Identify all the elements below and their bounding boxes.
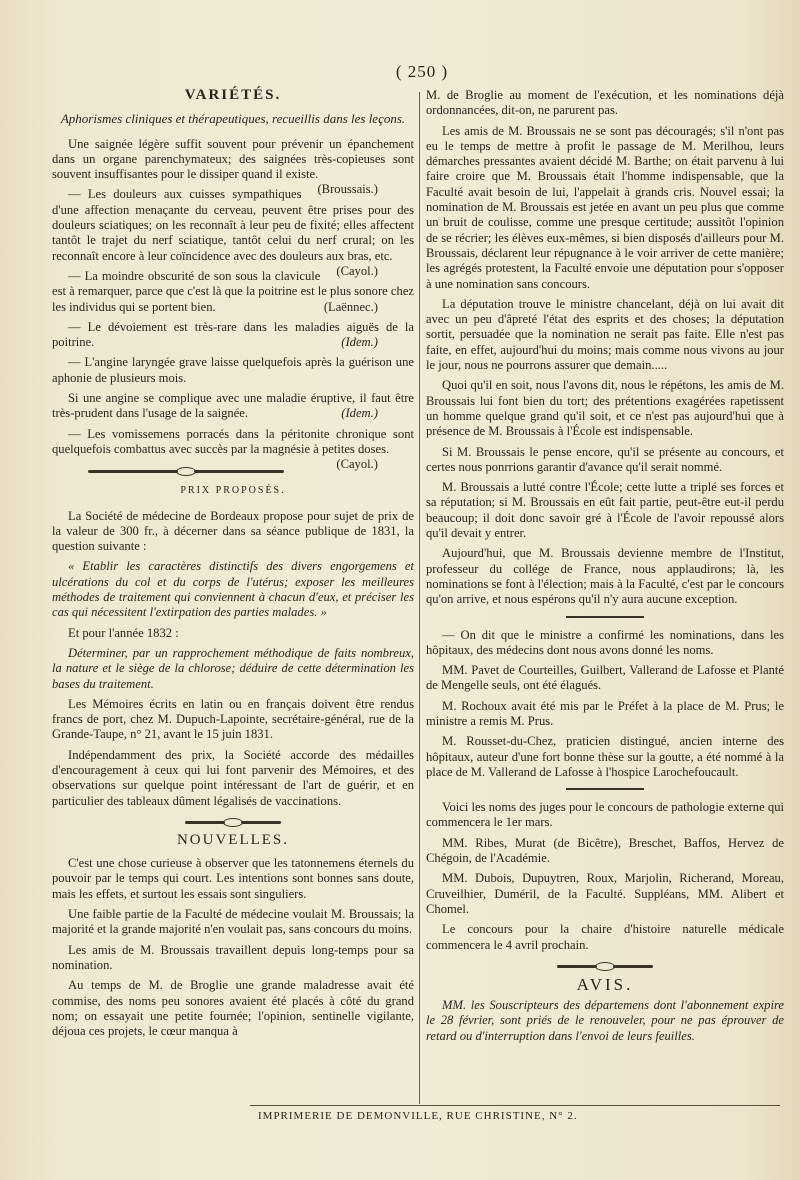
ornament-divider	[426, 959, 784, 969]
prix-question: Déterminer, par un rapprochement méthodique de faits nombreux, la nature et le siège de la chlorose; déduire de cette détermination les bases du traitement.	[52, 645, 414, 691]
avis-title: AVIS.	[576, 974, 634, 994]
aphorisme-paragraph: Si une angine se complique avec une maladie éruptive, il faut être très-prudent dans l'usage de la saignée. (Idem.)	[52, 391, 414, 421]
citation: (Idem.)	[341, 406, 378, 421]
aphorisme-paragraph: — Le dévoiement est très-rare dans les maladies aiguës de la poitrine. (Idem.)	[52, 319, 414, 350]
prix-paragraph: Et pour l'année 1832 :	[68, 625, 179, 640]
nouvelles-paragraph: Les amis de M. Broussais ne se sont pas découragés; s'il n'ont pas eu le temps de mettre à profit le passage de M. Merilhou, leurs démarches pressantes avaient décidé M. Barthe; on était parvenu à lui faire croire que M. Broussais était l'homme indispensable, que la Faculté avait besoin de lui, l'appelait à grands cris. Nouvel essai; la nomination de M. Broussais est jetée en avant un peu plus que comme un bruit de coulisse, comme une presque certitude; aussitôt l'opinion de se récrier; les élèves eux-mêmes, si bien disposés d'ailleurs pour M. Broussais, déclarent leur répugnance à le voir arriver de cette manière; les agrégés protestent, la Faculté envoie une députation pour s'opposer à une nomination sans concours.	[426, 123, 784, 291]
juges-paragraph: Voici les noms des juges pour le concours de pathologie externe qui commencera le 1er mars.	[426, 800, 784, 830]
aphorisme-paragraph: — La moindre obscurité de son sous la clavicule est à remarquer, parce que c'est là que la poitrine est le plus sonore chez les individus qui se portent bien. (Laënnec.)	[52, 268, 414, 314]
nouvelles-paragraph: La députation trouve le ministre chancelant, déjà on lui avait dit avec un peu d'âpreté l'état des esprits et des choses; la députation sortit, persuadée que la nomination ne serait pas faite. Elle n'est pas faite, en effet, aujourd'hui du moins; mais comme nous vivons au jour le jour, nous ne pourrons assurer que demain.....	[426, 296, 784, 373]
prix-title: PRIX PROPOSÉS.	[180, 485, 286, 497]
nominations-paragraph: MM. Pavet de Courteilles, Guilbert, Vallerand de Lafosse et Planté de Mengelle seuls, ont été élagués.	[426, 663, 784, 693]
aphorismes-subtitle: Aphorismes cliniques et thérapeutiques, recueillis dans les leçons.	[60, 111, 406, 127]
short-rule	[566, 616, 644, 618]
citation: (Laënnec.)	[323, 299, 378, 314]
nouvelles-paragraph: M. Broussais a lutté contre l'École; cette lutte a triplé ses forces et sa réputation; si M. Broussais en eût fait partie, peut-être eut-il perdu beaucoup; il doit donc savoir gré à l'École de l'avoir repoussé alors qu'il devait y entrer.	[426, 480, 784, 541]
prix-question: « Etablir les caractères distinctifs des divers engorgemens et ulcérations du col et du corps de l'utérus; exposer les meilleures méthodes de traitement qui conviennent à chacun d'eux, et préciser les cas qui nécessitent l'extirpation des parties malades. »	[52, 559, 414, 620]
nouvelles-paragraph: Si M. Broussais le pense encore, qu'il se présente au concours, et certes nous ponrrions garantir d'avance qu'il serait nommé.	[426, 444, 784, 474]
ornament-divider	[52, 815, 414, 825]
aphorisme-paragraph: — L'angine laryngée grave laisse quelquefois après la guérison une aphonie de plusieurs mois.	[52, 355, 414, 385]
short-rule	[566, 788, 644, 790]
citation: (Idem.)	[341, 335, 378, 350]
avis-text: MM. les Souscripteurs des départemens dont l'abonnement expire le 28 février, sont priés de le renouveler, pour ne pas éprouver de retard ou d'interruption dans l'envoi de leurs feuilles.	[426, 998, 784, 1043]
nouvelles-paragraph: C'est une chose curieuse à observer que les tatonnemens éternels du pouvoir par le temps qui court. Les intentions sont bonnes sans doute, mais les effets, et surtout les essais sont singuliers.	[52, 856, 414, 901]
page-number: ( 250 )	[395, 62, 449, 81]
concours-paragraph: Le concours pour la chaire d'histoire naturelle médicale commencera le 4 avril prochain.	[426, 922, 784, 952]
left-column	[52, 88, 414, 1044]
citation: (Cayol.)	[336, 457, 378, 472]
column-divider	[419, 92, 420, 1104]
prix-paragraph: Indépendamment des prix, la Société accorde des médailles d'encouragement à ceux qui lui font parvenir des Mémoires, et des observations sur quelque point intéressant de l'art de guérir, et en particulier des tableaux dûment légalisés de vaccinations.	[52, 747, 414, 808]
prix-paragraph: Les Mémoires écrits en latin ou en français doivent être rendus francs de port, chez M. Dupuch-Lapointe, secrétaire-général, rue de la Grande-Taupe, n° 21, avant le 15 juin 1831.	[52, 696, 414, 742]
juges-paragraph: MM. Dubois, Dupuytren, Roux, Marjolin, Richerand, Moreau, Cruveilhier, Duméril, de la Faculté. Suppléans, MM. Alibert et Chomel.	[426, 871, 784, 916]
aphorisme-paragraph: Une saignée légère suffit souvent pour prévenir un épanchement dans un organe parenchymateux; des saignées très-copieuses sont souvent insuffisantes pour le dissiper quand il existe. (Broussais.)	[52, 136, 414, 197]
citation: (Cayol.)	[336, 263, 378, 278]
aphorisme-paragraph: — Les douleurs aux cuisses sympathiques d'une affection menaçante du cerveau, peuvent être prises pour des douleurs sciatiques; on les reconnaît à leur peu de fixité; elles affectent tantôt le trajet du nerf sciatique, tantôt celui du nerf crural; on les reconnaît encore à leur coïncidence avec des douleurs aux bras, etc. (Cayol.)	[52, 187, 414, 278]
right-column	[426, 88, 784, 1049]
nominations-paragraph: M. Rochoux avait été mis par le Préfet à la place de M. Prus; le ministre a remis M. Prus.	[426, 698, 784, 728]
imprint-footer: IMPRIMERIE DE DEMONVILLE, RUE CHRISTINE, N° 2.	[258, 1110, 578, 1122]
nominations-paragraph: — On dit que le ministre a confirmé les nominations, dans les hôpitaux, des médecins dont nous avons donné les noms.	[426, 627, 784, 657]
nouvelles-paragraph: Quoi qu'il en soit, nous l'avons dit, nous le répétons, les amis de M. Broussais lui font bien du tort; des prétentions exagérées rapetissent un homme quelque grand qu'il soit, et ce n'est pas aujourd'hui que à présence de M. Broussais à l'École est indispensable.	[426, 378, 784, 439]
nouvelles-paragraph: Une faible partie de la Faculté de médecine voulait M. Broussais; la majorité et la grande majorité n'en voulait pas, sans concours du moins.	[52, 907, 414, 937]
varietes-title: VARIÉTÉS.	[184, 87, 282, 103]
citation: (Broussais.)	[317, 182, 378, 197]
footer-rule	[250, 1105, 780, 1106]
aphorisme-paragraph: — Les vomissemens porracés dans la péritonite chronique sont quelquefois combattus avec succès par la magnésie à petites doses. (Cayol.)	[52, 426, 414, 472]
nouvelles-paragraph: Au temps de M. de Broglie une grande maladresse avait été commise, des noms peu sonores avaient été placés à côté du grand nom; on essayait une petite fournée; l'opinion, sentinelle vigilante, déjoua ces projets, le cœur manqua à	[52, 978, 414, 1039]
nouvelles-paragraph: Les amis de M. Broussais travaillent depuis long-temps pour sa nomination.	[52, 942, 414, 972]
ornament-divider	[52, 463, 414, 473]
juges-paragraph: MM. Ribes, Murat (de Bicêtre), Breschet, Baffos, Hervez de Chégoin, de l'Académie.	[426, 835, 784, 866]
nouvelles-paragraph: M. de Broglie au moment de l'exécution, et les nominations déjà ordonnancées, dit-on, ne parurent pas.	[426, 88, 784, 118]
prix-paragraph: La Société de médecine de Bordeaux propose pour sujet de prix de la valeur de 300 fr., à décerner dans sa séance publique de 1831, la question suivante :	[52, 508, 414, 554]
nominations-paragraph: M. Rousset-du-Chez, praticien distingué, ancien interne des hôpitaux, auteur d'une fort bonne thèse sur la goutte, a été nommé à la place de M. Vallerand de Lafosse à l'hospice Larochefoucault.	[426, 734, 784, 779]
nouvelles-title: NOUVELLES.	[176, 831, 290, 848]
nouvelles-paragraph: Aujourd'hui, que M. Broussais devienne membre de l'Institut, professeur du collége de France, nous applaudirons; là, les nominations se font à l'élection; mais à la Faculté, c'est par le concours qu'on arrive, et nous espérons qu'il n'y aura aucune exception.	[426, 546, 784, 607]
